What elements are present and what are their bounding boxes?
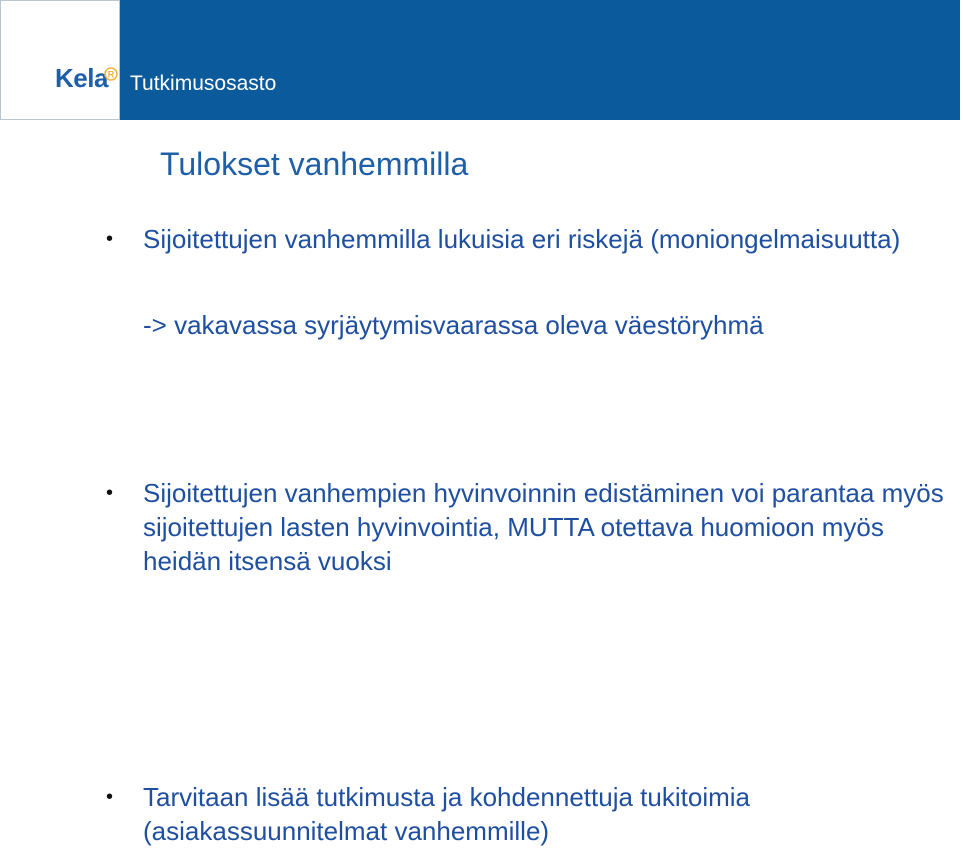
bullet-dot-icon: • [106, 786, 114, 808]
bullet-dot-icon: • [106, 228, 114, 250]
kela-logo-icon: Kela [55, 63, 108, 93]
bullet-item [106, 222, 926, 256]
department-name: Tutkimusosasto [130, 72, 277, 95]
sub-point: -> vakavassa syrjäytymisvaarassa oleva väestöryhmä [143, 310, 764, 340]
bullet-text: Sijoitettujen vanhempien hyvinvoinnin edistäminen voi parantaa myös sijoitettujen lasten hyvinvointia, MUTTA otettava huomioon myös heidän itsensä vuoksi [143, 478, 944, 576]
bullet-dot-icon: • [106, 482, 114, 504]
bullet-item [106, 780, 963, 848]
logo-box [0, 0, 120, 120]
svg-text:R: R [107, 69, 115, 80]
bullet-text: Tarvitaan lisää tutkimusta ja kohdennettuja tukitoimia (asiakassuunnitelmat vanhemmille) [143, 782, 750, 846]
bullet-text: Sijoitettujen vanhemmilla lukuisia eri riskejä (moniongelmaisuutta) [143, 224, 901, 254]
bullet-item [106, 476, 963, 578]
header-bar [0, 0, 960, 120]
slide-title: Tulokset vanhemmilla [160, 146, 469, 182]
registered-mark-icon [104, 67, 118, 81]
